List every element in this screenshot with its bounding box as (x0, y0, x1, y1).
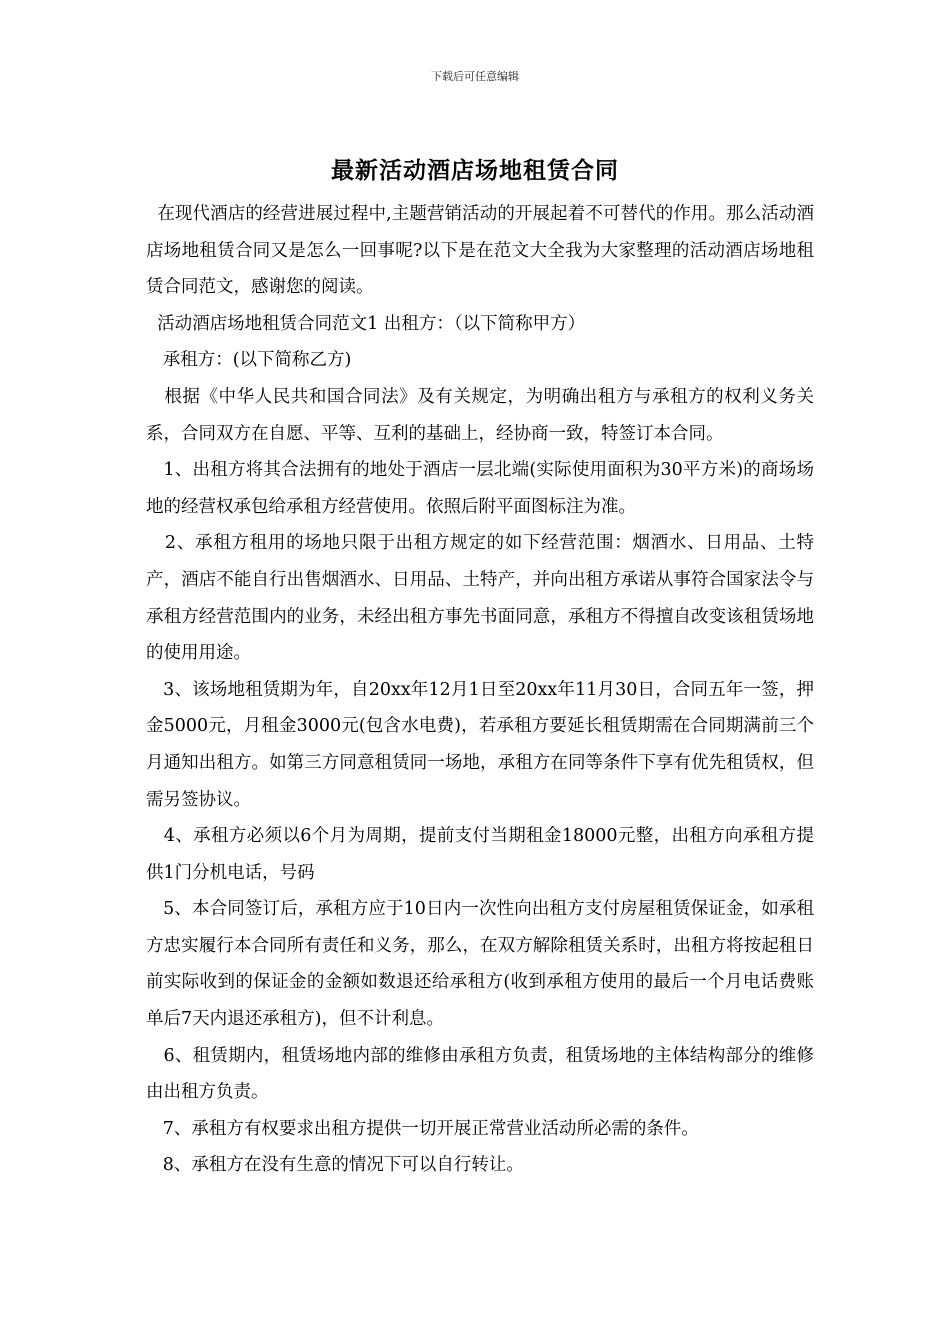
clause-8: 8、承租方在没有生意的情况下可以自行转让。 (146, 1155, 524, 1176)
clause-2: 2、承租方租用的场地只限于出租方规定的如下经营范围：烟酒水、日用品、土特产，酒店不能自行出售烟酒水、日用品、土特产，并向出租方承诺从事符合国家法令与承租方经营范围内的业务，未经出租方事先书面同意，承租方不得擅自改变该租赁场地的使用用途。 (146, 533, 814, 664)
clause-6: 6、租赁期内，租赁场地内部的维修由承租方负责，租赁场地的主体结构部分的维修由出租方负责。 (146, 1045, 814, 1103)
legal-basis-paragraph: 根据《中华人民共和国合同法》及有关规定，为明确出租方与承租方的权利义务关系，合同双方在自愿、平等、互利的基础上，经协商一致，特签订本合同。 (146, 386, 814, 444)
clause-4: 4、承租方必须以6个月为周期，提前支付当期租金18000元整，出租方向承租方提供1门分机电话，号码 (146, 826, 814, 883)
clause-5: 5、本合同签订后，承租方应于10日内一次性向出租方支付房屋租赁保证金，如承租方忠实履行本合同所有责任和义务，那么，在双方解除租赁关系时，出租方将按起租日前实际收到的保证金的金额如数退还给承租方(收到承租方使用的最后一个月电话费账单后7天内退还承租方)，但不计利息。 (146, 899, 814, 1030)
clause-7: 7、承租方有权要求出租方提供一切开展正常营业活动所必需的条件。 (146, 1118, 699, 1139)
clause-1: 1、出租方将其合法拥有的地处于酒店一层北端(实际使用面积为30平方米)的商场场地的经营权承包给承租方经营使用。依照后附平面图标注为准。 (146, 460, 814, 517)
intro-paragraph: 在现代酒店的经营进展过程中,主题营销活动的开展起着不可替代的作用。那么活动酒店场地租赁合同又是怎么一回事呢?以下是在范文大全我为大家整理的活动酒店场地租赁合同范文，感谢您的阅读。 (146, 204, 814, 298)
document-title: 最新活动酒店场地租赁合同 (331, 157, 619, 184)
document-body (146, 196, 814, 1184)
contract-heading-paragraph: 活动酒店场地租赁合同范文1 出租方：（以下简称甲方） (146, 313, 586, 334)
lessee-paragraph: 承租方：(以下简称乙方) (146, 350, 352, 371)
clause-3: 3、该场地租赁期为年，自20xx年12月1日至20xx年11月30日，合同五年一签，押金5000元，月租金3000元(包含水电费)，若承租方要延长租赁期需在合同期满前三个月通知出租方。如第三方同意租赁同一场地，承租方在同等条件下享有优先租赁权，但需另签协议。 (146, 679, 814, 810)
header-note: 下载后可任意编辑 (431, 70, 519, 83)
